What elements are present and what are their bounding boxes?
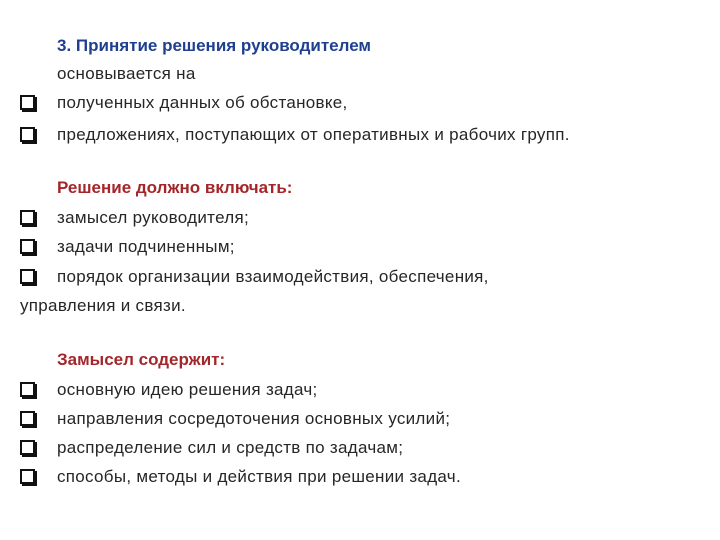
checkbox-square-icon <box>20 469 35 484</box>
checkbox-square-icon <box>20 239 35 254</box>
list-item-text: замысел руководителя; <box>57 208 250 227</box>
checkbox-square-icon <box>20 440 35 455</box>
list-item-text: направления сосредоточения основных усилий; <box>57 409 451 428</box>
checkbox-square-icon <box>20 269 35 284</box>
checkbox-square-icon <box>20 411 35 426</box>
list-item-text: порядок организации взаимодействия, обеспечения, <box>57 267 489 286</box>
section2-title: Решение должно включать: <box>57 178 293 197</box>
list-item-continuation: управления и связи. <box>20 296 186 315</box>
checkbox-square-icon <box>20 95 35 110</box>
list-item-text: распределение сил и средств по задачам; <box>57 438 404 457</box>
checkbox-square-icon <box>20 127 35 142</box>
section3-title: Замысел содержит: <box>57 350 226 369</box>
list-item-text: предложениях, поступающих от оперативных и рабочих групп. <box>57 125 570 144</box>
list-item-text: полученных данных об обстановке, <box>57 93 348 112</box>
list-item-text: задачи подчиненным; <box>57 237 235 256</box>
list-item-text: основную идею решения задач; <box>57 380 318 399</box>
section1-title: 3. Принятие решения руководителем <box>57 36 371 55</box>
checkbox-square-icon <box>20 210 35 225</box>
list-item-text: способы, методы и действия при решении задач. <box>57 467 461 486</box>
section1-intro: основывается на <box>57 64 196 83</box>
checkbox-square-icon <box>20 382 35 397</box>
